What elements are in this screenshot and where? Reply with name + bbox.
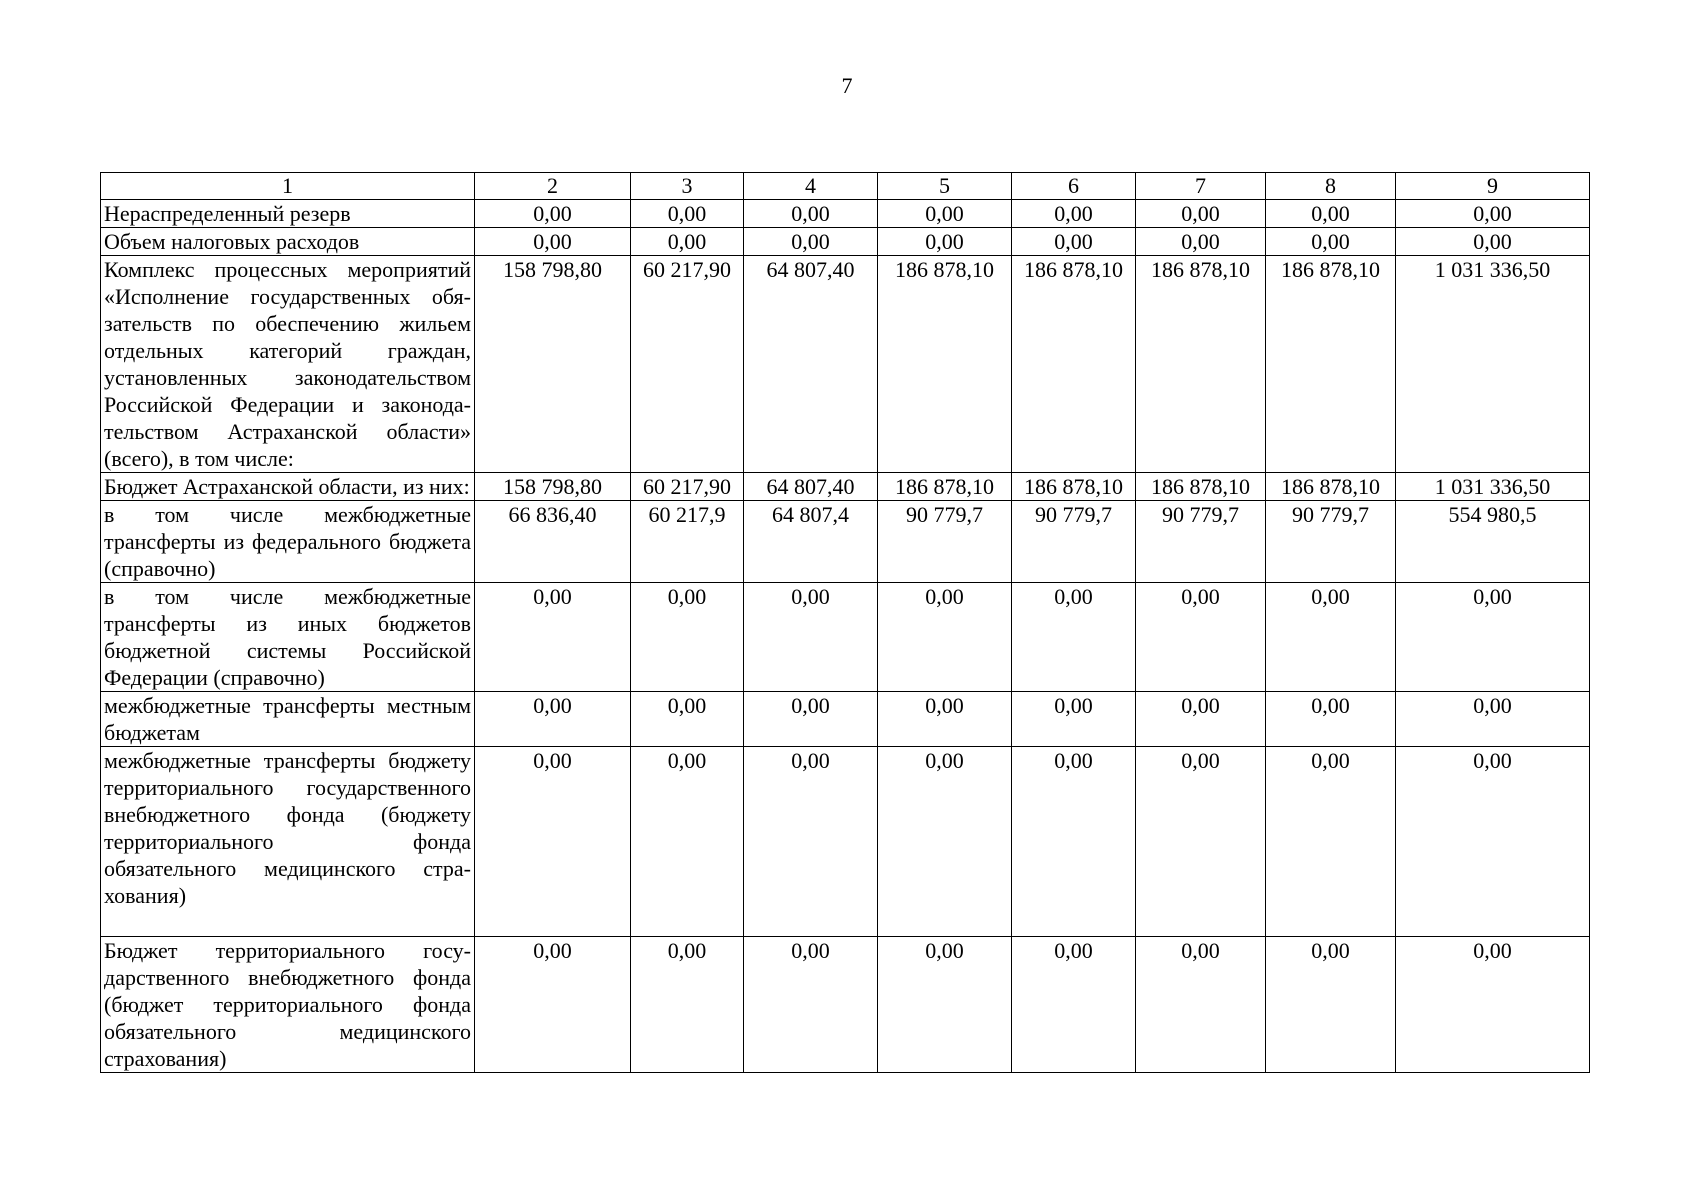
table-cell: 0,00 (631, 200, 744, 228)
column-header-4: 4 (744, 173, 878, 200)
table-cell: 186 878,10 (878, 256, 1012, 473)
table-row-extrabudgetary-fund-budget (101, 937, 1590, 1073)
table-cell: 186 878,10 (1012, 256, 1136, 473)
column-header-6: 6 (1012, 173, 1136, 200)
table-cell: 0,00 (1136, 200, 1266, 228)
table-cell: 0,00 (744, 228, 878, 256)
row-label: межбюджетные трансферты бюджету территориального государственного внебюджетного фонда (бюджету территориального фонда обязательного медицинского страхования) (101, 747, 475, 937)
row-label: Бюджет Астраханской области, из них: (101, 473, 475, 501)
budget-table (100, 172, 1590, 1073)
table-row-local-budget-transfers (101, 692, 1590, 747)
table-cell: 90 779,7 (1266, 501, 1396, 583)
table-cell: 0,00 (1266, 692, 1396, 747)
row-label: в том числе межбюджетные трансферты из федерального бюджета (справочно) (101, 501, 475, 583)
table-cell: 158 798,80 (475, 473, 631, 501)
table-cell: 0,00 (1396, 937, 1590, 1073)
table-cell: 0,00 (744, 583, 878, 692)
table-cell: 60 217,90 (631, 256, 744, 473)
table-cell: 0,00 (1396, 228, 1590, 256)
table-cell: 0,00 (475, 747, 631, 937)
table-cell: 554 980,5 (1396, 501, 1590, 583)
table-cell: 186 878,10 (878, 473, 1012, 501)
table-cell: 0,00 (475, 692, 631, 747)
table-cell: 186 878,10 (1266, 256, 1396, 473)
table-cell: 0,00 (631, 937, 744, 1073)
table-cell: 64 807,40 (744, 473, 878, 501)
table-cell: 0,00 (1266, 583, 1396, 692)
table-row-astrakhan-budget (101, 473, 1590, 501)
table-cell: 0,00 (1136, 583, 1266, 692)
table-cell: 0,00 (1396, 692, 1590, 747)
table-row-other-budget-transfers (101, 583, 1590, 692)
table-cell: 0,00 (631, 583, 744, 692)
table-cell: 1 031 336,50 (1396, 256, 1590, 473)
table-cell: 0,00 (1136, 692, 1266, 747)
table-cell: 0,00 (878, 747, 1012, 937)
table-row-tax-expenditures (101, 228, 1590, 256)
column-header-5: 5 (878, 173, 1012, 200)
table-row-unallocated-reserve (101, 200, 1590, 228)
table-cell: 0,00 (1012, 747, 1136, 937)
table-cell: 186 878,10 (1266, 473, 1396, 501)
table-cell: 0,00 (1012, 200, 1136, 228)
table-cell: 0,00 (878, 228, 1012, 256)
table-row-extrabudgetary-fund-transfers (101, 747, 1590, 937)
table-cell: 0,00 (878, 583, 1012, 692)
table-cell: 64 807,4 (744, 501, 878, 583)
table-cell: 60 217,9 (631, 501, 744, 583)
table-cell: 0,00 (744, 692, 878, 747)
row-label: Бюджет территориального государственного внебюджетного фонда (бюджет территориального фонда обязательного медицинского страхования) (101, 937, 475, 1073)
table-cell: 0,00 (878, 200, 1012, 228)
table-cell: 0,00 (1012, 937, 1136, 1073)
table-cell: 90 779,7 (878, 501, 1012, 583)
table-cell: 0,00 (1266, 228, 1396, 256)
page-number: 7 (841, 73, 853, 98)
table-cell: 0,00 (1396, 583, 1590, 692)
table-cell: 0,00 (1136, 937, 1266, 1073)
column-header-7: 7 (1136, 173, 1266, 200)
table-cell: 0,00 (631, 692, 744, 747)
table-cell: 186 878,10 (1012, 473, 1136, 501)
table-cell: 90 779,7 (1136, 501, 1266, 583)
table-cell: 0,00 (744, 200, 878, 228)
table-cell: 0,00 (744, 937, 878, 1073)
table-cell: 90 779,7 (1012, 501, 1136, 583)
row-label: Комплекс процессных мероприятий «Исполнение государственных обязательств по обеспечению жильем отдельных категорий граждан, установленных законодательством Российской Федерации и законодательством Астраханской области» (всего), в том числе: (101, 256, 475, 473)
table-cell: 60 217,90 (631, 473, 744, 501)
table-cell: 66 836,40 (475, 501, 631, 583)
table-cell: 158 798,80 (475, 256, 631, 473)
table-row-process-measures-complex (101, 256, 1590, 473)
column-header-8: 8 (1266, 173, 1396, 200)
row-label: межбюджетные трансферты местным бюджетам (101, 692, 475, 747)
row-label: Объем налоговых расходов (101, 228, 475, 256)
column-header-1: 1 (101, 173, 475, 200)
table-cell: 0,00 (1012, 228, 1136, 256)
table-cell: 0,00 (1266, 747, 1396, 937)
table-cell: 0,00 (631, 228, 744, 256)
column-header-2: 2 (475, 173, 631, 200)
table-cell: 0,00 (475, 937, 631, 1073)
table-cell: 0,00 (1012, 692, 1136, 747)
table-cell: 0,00 (1396, 747, 1590, 937)
table-cell: 186 878,10 (1136, 473, 1266, 501)
row-label: Нераспределенный резерв (101, 200, 475, 228)
table-cell: 0,00 (475, 228, 631, 256)
table-header-row (101, 173, 1590, 200)
table-cell: 0,00 (1266, 937, 1396, 1073)
table-row-federal-transfers (101, 501, 1590, 583)
table-cell: 0,00 (744, 747, 878, 937)
table-cell: 0,00 (475, 583, 631, 692)
table-cell: 0,00 (1012, 583, 1136, 692)
table-cell: 1 031 336,50 (1396, 473, 1590, 501)
table-cell: 0,00 (1136, 747, 1266, 937)
table-cell: 0,00 (1396, 200, 1590, 228)
table-cell: 0,00 (878, 937, 1012, 1073)
table-cell: 0,00 (475, 200, 631, 228)
table-cell: 0,00 (1136, 228, 1266, 256)
table-cell: 186 878,10 (1136, 256, 1266, 473)
column-header-9: 9 (1396, 173, 1590, 200)
table-cell: 0,00 (878, 692, 1012, 747)
table-cell: 0,00 (631, 747, 744, 937)
table-cell: 0,00 (1266, 200, 1396, 228)
table-cell: 64 807,40 (744, 256, 878, 473)
row-label: в том числе межбюджетные трансферты из иных бюджетов бюджетной системы Российской Федерации (справочно) (101, 583, 475, 692)
column-header-3: 3 (631, 173, 744, 200)
